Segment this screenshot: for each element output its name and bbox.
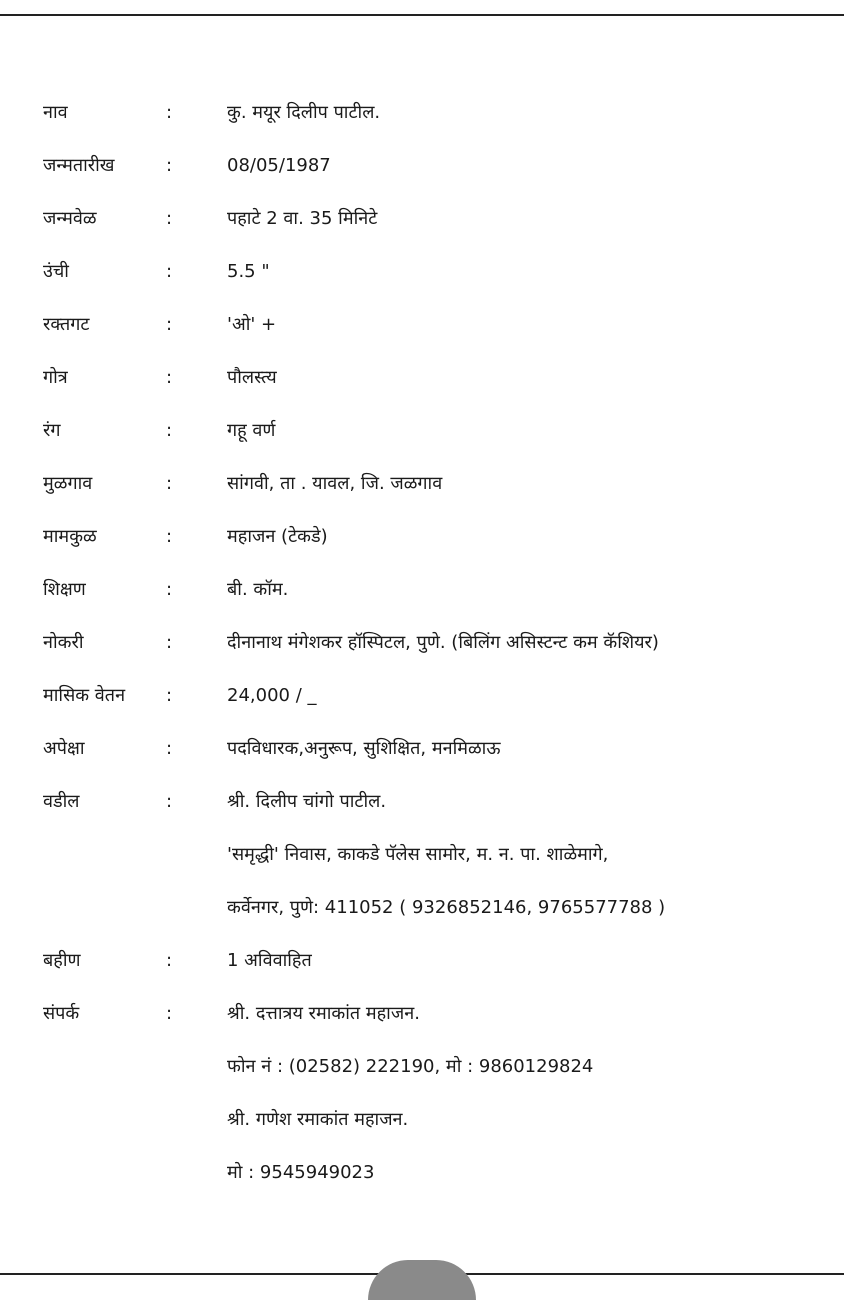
- row-expectations: [0, 734, 844, 764]
- field-value: 'ओ' +: [227, 314, 277, 335]
- field-label: नाव: [43, 102, 68, 123]
- row-name: [0, 98, 844, 128]
- field-separator: :: [166, 632, 173, 653]
- field-value: फोन नं : (02582) 222190, मो : 9860129824: [227, 1056, 594, 1077]
- field-value: गहू वर्ण: [227, 420, 276, 441]
- field-separator: :: [166, 261, 173, 282]
- row-contact-2: [0, 1105, 844, 1135]
- field-separator: :: [166, 791, 173, 812]
- field-label: संपर्क: [43, 1003, 80, 1024]
- row-complexion: [0, 416, 844, 446]
- field-label: नोकरी: [43, 632, 84, 653]
- field-separator: :: [166, 155, 173, 176]
- field-label: अपेक्षा: [43, 738, 85, 759]
- field-value: महाजन (टेकडे): [227, 526, 328, 547]
- field-separator: :: [166, 473, 173, 494]
- field-label: जन्मवेळ: [43, 208, 97, 229]
- field-label: मासिक वेतन: [43, 685, 126, 706]
- row-height: [0, 257, 844, 287]
- field-value: बी. कॉम.: [227, 579, 289, 600]
- field-separator: :: [166, 314, 173, 335]
- field-value: पदविधारक,अनुरूप, सुशिक्षित, मनमिळाऊ: [227, 738, 501, 759]
- field-label: शिक्षण: [43, 579, 86, 600]
- field-value: श्री. दिलीप चांगो पाटील.: [227, 791, 387, 812]
- row-birth-time: [0, 204, 844, 234]
- row-contact: [0, 999, 844, 1029]
- row-birth-date: [0, 151, 844, 181]
- row-contact-phone-1: [0, 1052, 844, 1082]
- field-value: 08/05/1987: [227, 155, 331, 176]
- field-value: 1 अविवाहित: [227, 950, 312, 971]
- row-father: [0, 787, 844, 817]
- row-maternal-family: [0, 522, 844, 552]
- field-label: वडील: [43, 791, 80, 812]
- field-value: श्री. गणेश रमाकांत महाजन.: [227, 1109, 409, 1130]
- field-label: बहीण: [43, 950, 81, 971]
- field-separator: :: [166, 1003, 173, 1024]
- field-label: रक्तगट: [43, 314, 90, 335]
- row-blood-group: [0, 310, 844, 340]
- field-value: 24,000 / _: [227, 685, 317, 706]
- field-separator: :: [166, 685, 173, 706]
- row-sister: [0, 946, 844, 976]
- field-value: श्री. दत्तात्रय रमाकांत महाजन.: [227, 1003, 420, 1024]
- field-value: मो : 9545949023: [227, 1162, 375, 1183]
- row-father-address-2: [0, 893, 844, 923]
- row-monthly-salary: [0, 681, 844, 711]
- field-label: मामकुळ: [43, 526, 97, 547]
- field-label: गोत्र: [43, 367, 68, 388]
- field-value: कु. मयूर दिलीप पाटील.: [227, 102, 381, 123]
- field-label: उंची: [43, 261, 69, 282]
- top-border: [0, 14, 844, 16]
- field-value: सांगवी, ता . यावल, जि. जळगाव: [227, 473, 443, 494]
- field-separator: :: [166, 420, 173, 441]
- field-label: जन्मतारीख: [43, 155, 115, 176]
- field-value: पहाटे 2 वा. 35 मिनिटे: [227, 208, 378, 229]
- row-contact-phone-2: [0, 1158, 844, 1188]
- field-value: दीनानाथ मंगेशकर हॉस्पिटल, पुणे. (बिलिंग असिस्टन्ट कम कॅशियर): [227, 632, 659, 653]
- field-separator: :: [166, 579, 173, 600]
- field-value: 'समृद्धी' निवास, काकडे पॅलेस सामोर, म. न. पा. शाळेमागे,: [227, 844, 609, 865]
- row-job: [0, 628, 844, 658]
- page-scroll-handle[interactable]: [368, 1260, 476, 1300]
- row-native-place: [0, 469, 844, 499]
- field-separator: :: [166, 367, 173, 388]
- field-separator: :: [166, 208, 173, 229]
- row-gotra: [0, 363, 844, 393]
- field-separator: :: [166, 102, 173, 123]
- field-separator: :: [166, 526, 173, 547]
- row-education: [0, 575, 844, 605]
- field-value: कर्वेनगर, पुणे: 411052 ( 9326852146, 9765577788 ): [227, 897, 666, 918]
- field-value: 5.5 ": [227, 261, 270, 282]
- field-value: पौलस्त्य: [227, 367, 277, 388]
- field-label: रंग: [43, 420, 61, 441]
- row-father-address-1: [0, 840, 844, 870]
- field-separator: :: [166, 738, 173, 759]
- field-separator: :: [166, 950, 173, 971]
- field-label: मुळगाव: [43, 473, 93, 494]
